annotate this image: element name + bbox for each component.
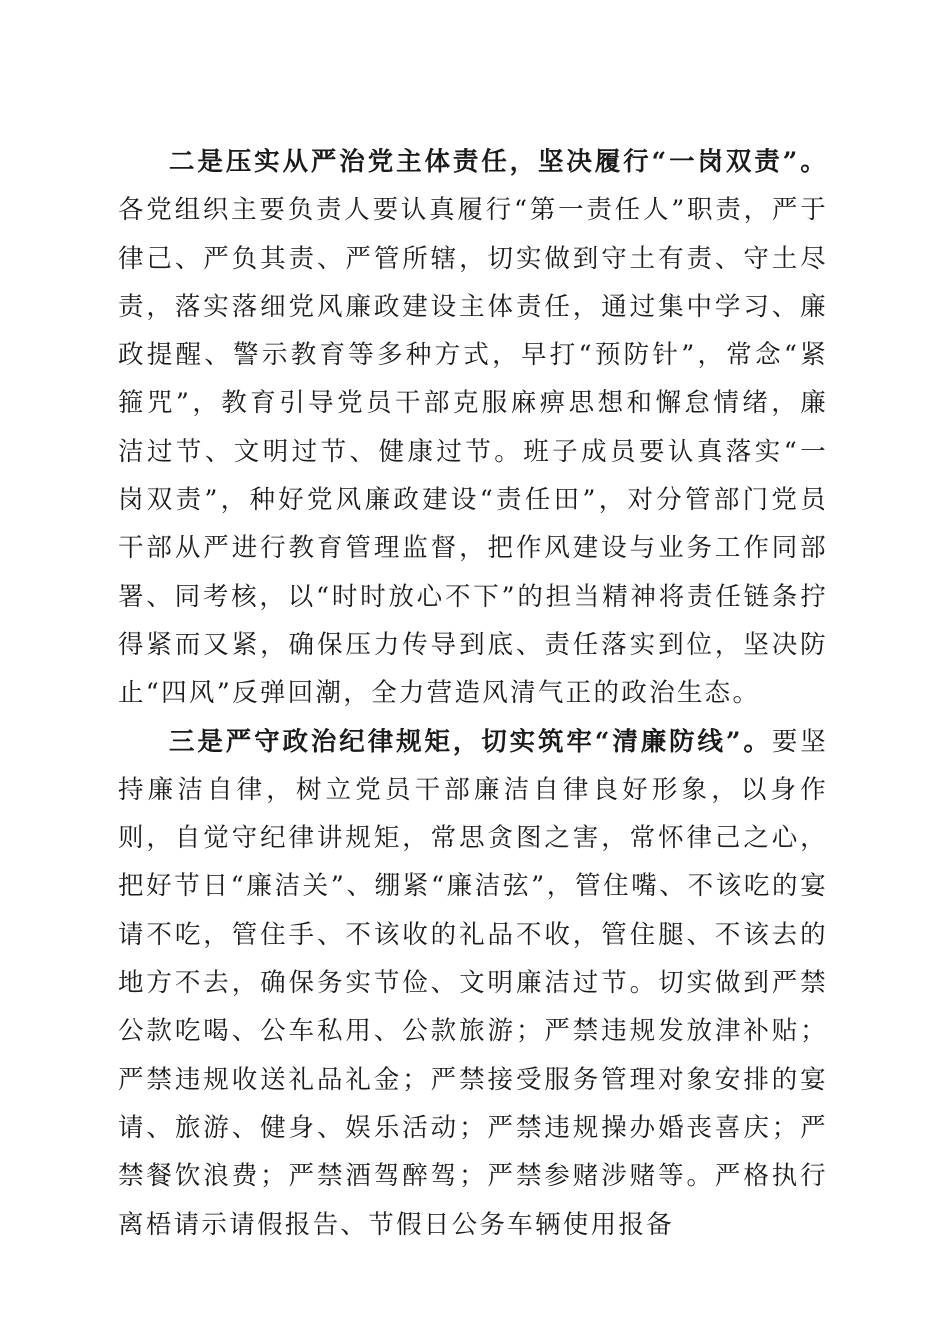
paragraph-text: 各党组织主要负责人要认真履行“第一责任人”职责，严于律己、严负其责、严管所辖，切实做到守土有责、守土尽责，落实落细党风廉政建设主体责任，通过集中学习、廉政提醒、警示教育等多种方式，早打“预防针”，常念“紧箍咒”，教育引导党员干部克服麻痹思想和懈怠情绪，廉洁过节、文明过节、健康过节。班子成员要认真落实“一岗双责”，种好党风廉政建设“责任田”，对分管部门党员干部从严进行教育管理监督，把作风建设与业务工作同部署、同考核，以“时时放心不下”的担当精神将责任链条拧得紧而又紧，确保压力传导到底、责任落实到位，坚决防止“四风”反弹回潮，全力营造风清气正的政治生态。 xyxy=(118,195,828,709)
paragraph-text: 要坚持廉洁自律，树立党员干部廉洁自律良好形象，以身作则，自觉守纪律讲规矩，常思贪图之害，常怀律己之心，把好节日“廉洁关”、绷紧“廉洁弦”，管住嘴、不该吃的宴请不吃，管住手、不该收的礼品不收，管住腿、不该去的地方不去，确保务实节俭、文明廉洁过节。切实做到严禁公款吃喝、公车私用、公款旅游；严禁违规发放津补贴；严禁违规收送礼品礼金；严禁接受服务管理对象安排的宴请、旅游、健身、娱乐活动；严禁违规操办婚丧喜庆；严禁餐饮浪费；严禁酒驾醉驾；严禁参赌涉赌等。严格执行离梧请示请假报告、节假日公务车辆使用报备 xyxy=(118,726,828,1240)
paragraph-lead: 三是严守政治纪律规矩，切实筑牢“清廉防线”。 xyxy=(169,726,772,757)
document-body xyxy=(118,138,828,1249)
paragraph-discipline xyxy=(118,718,828,1249)
paragraph-lead: 二是压实从严治党主体责任，坚决履行“一岗双责”。 xyxy=(169,147,828,177)
paragraph-responsibility xyxy=(118,138,828,718)
